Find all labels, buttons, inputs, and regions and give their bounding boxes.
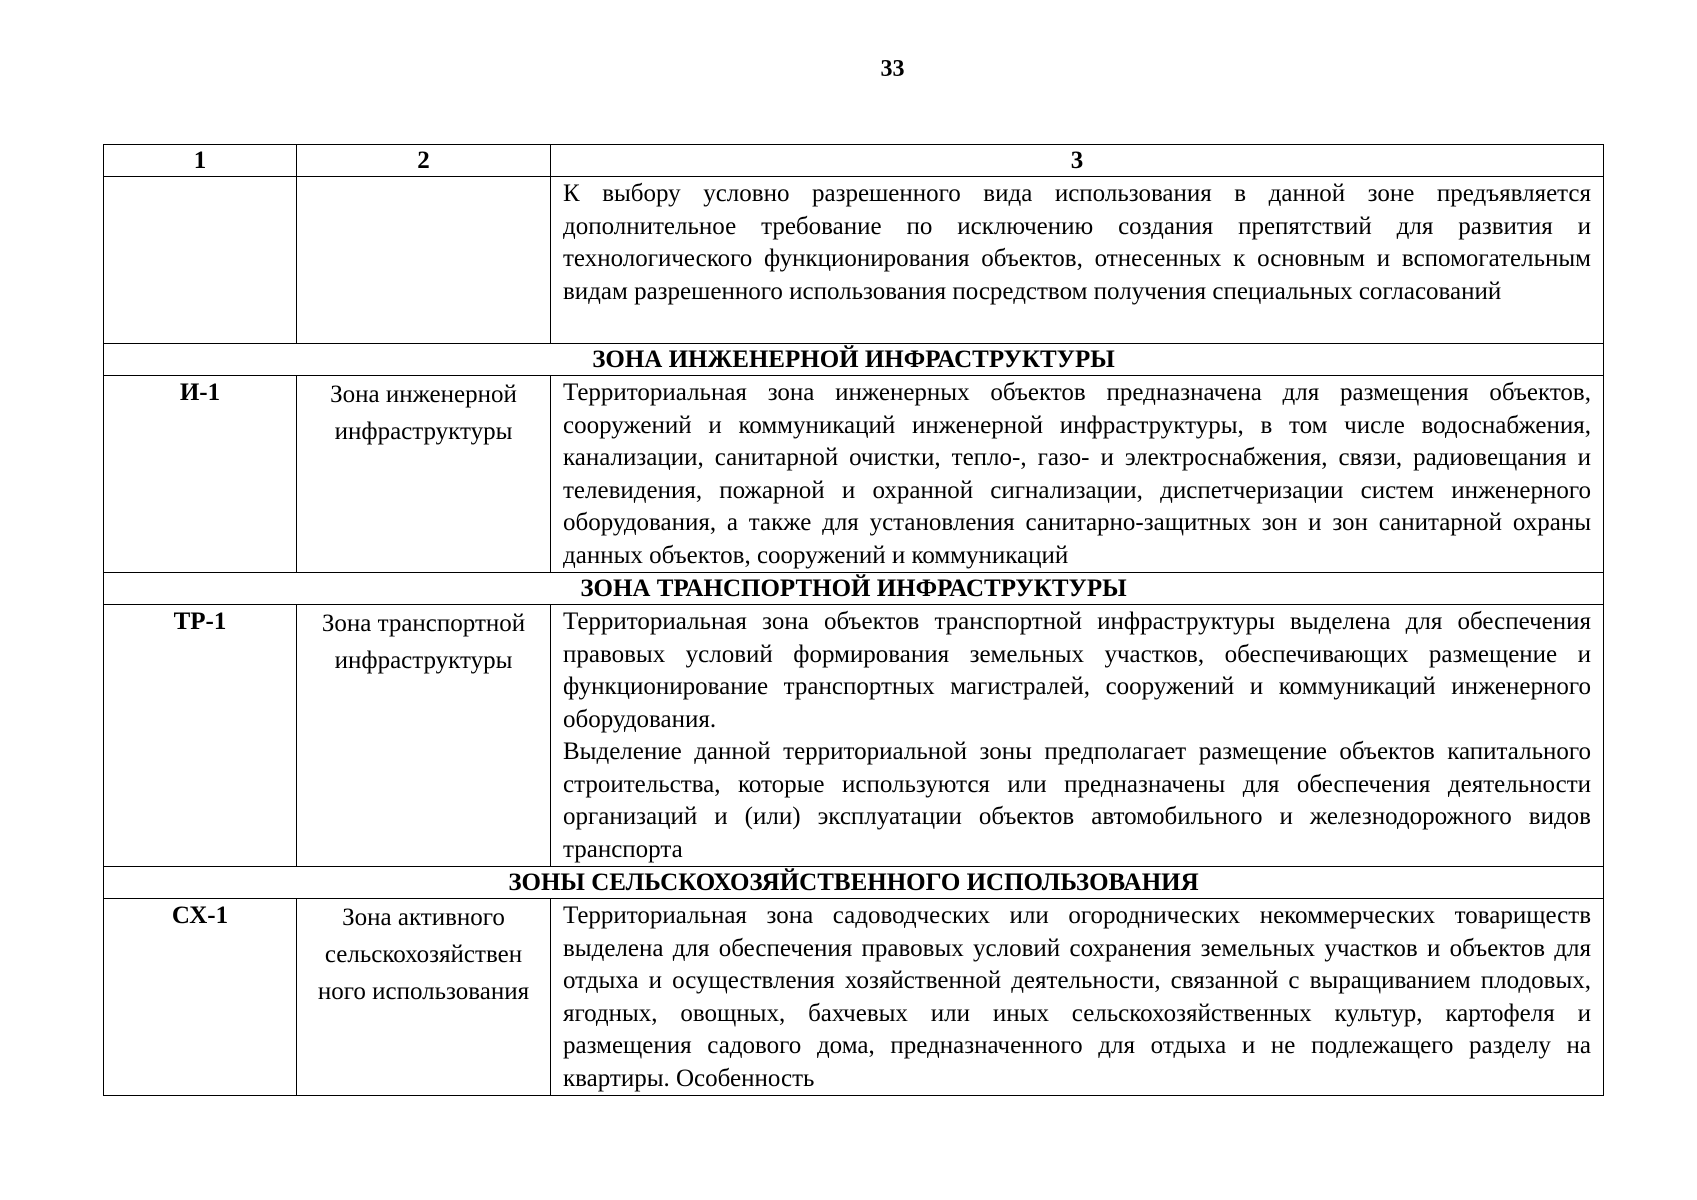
column-header-2: 2 [297,145,551,177]
paragraph: Территориальная зона садоводческих или огороднических некоммерческих товариществ выделена для обеспечения правовых условий сохранения земельных участков и объектов для отдыха и осуществления хозяйственной деятельности, связанной с выращиванием плодовых, ягодных, овощных, бахчевых или иных сельскохозяйственных культур, картофеля и размещения садового дома, предназначенного для отдыха и не подлежащего разделу на квартиры. Особенность [563,902,1591,1092]
paragraph: Выделение данной территориальной зоны предполагает размещение объектов капитального строительства, которые используются или предназначены для обеспечения деятельности организаций и (или) эксплуатации объектов автомобильного и железнодорожного видов транспорта [563,738,1591,863]
zone-code: И-1 [104,376,297,573]
zone-code: СХ-1 [104,899,297,1096]
section-title-agricultural: ЗОНЫ СЕЛЬСКОХОЗЯЙСТВЕННОГО ИСПОЛЬЗОВАНИЯ [104,867,1604,899]
zones-table [103,144,1604,1096]
section-header-row [104,344,1604,376]
section-header-row [104,573,1604,605]
zone-name: Зона инженерной инфраструктуры [297,376,551,573]
empty-name-cell [297,177,551,344]
section-title-engineering: ЗОНА ИНЖЕНЕРНОЙ ИНФРАСТРУКТУРЫ [104,344,1604,376]
column-header-3: 3 [551,145,1604,177]
empty-code-cell [104,177,297,344]
zone-name: Зона активного сельскохозяйствен ного использования [297,899,551,1096]
paragraph: Территориальная зона инженерных объектов предназначена для размещения объектов, сооружений и коммуникаций инженерной инфраструктуры, в том числе водоснабжения, канализации, санитарной очистки, тепло-, газо- и электроснабжения, связи, радиовещания и телевидения, пожарной и охранной сигнализации, диспетчеризации систем инженерного оборудования, а также для установления санитарно-защитных зон и зон санитарной охраны данных объектов, сооружений и коммуникаций [563,379,1591,569]
table-row [104,376,1604,573]
section-header-row [104,867,1604,899]
zone-description [551,899,1604,1096]
column-header-1: 1 [104,145,297,177]
table-row [104,605,1604,867]
table-row [104,177,1604,344]
zone-description [551,605,1604,867]
zone-description [551,376,1604,573]
paragraph: К выбору условно разрешенного вида использования в данной зоне предъявляется дополнительное требование по исключению создания препятствий для развития и технологического функционирования объектов, отнесенных к основным и вспомогательным видам разрешенного использования посредством получения специальных согласований [563,180,1591,305]
page-number: 33 [880,56,905,82]
section-title-transport: ЗОНА ТРАНСПОРТНОЙ ИНФРАСТРУКТУРЫ [104,573,1604,605]
paragraph: Территориальная зона объектов транспортной инфраструктуры выделена для обеспечения правовых условий формирования земельных участков, обеспечивающих размещение и функционирование транспортных магистралей, сооружений и коммуникаций инженерного оборудования. [563,608,1591,733]
table-row [104,899,1604,1096]
table-header-row [104,145,1604,177]
zone-code: ТР-1 [104,605,297,867]
continuation-description [551,177,1604,344]
zone-name: Зона транспортной инфраструктуры [297,605,551,867]
